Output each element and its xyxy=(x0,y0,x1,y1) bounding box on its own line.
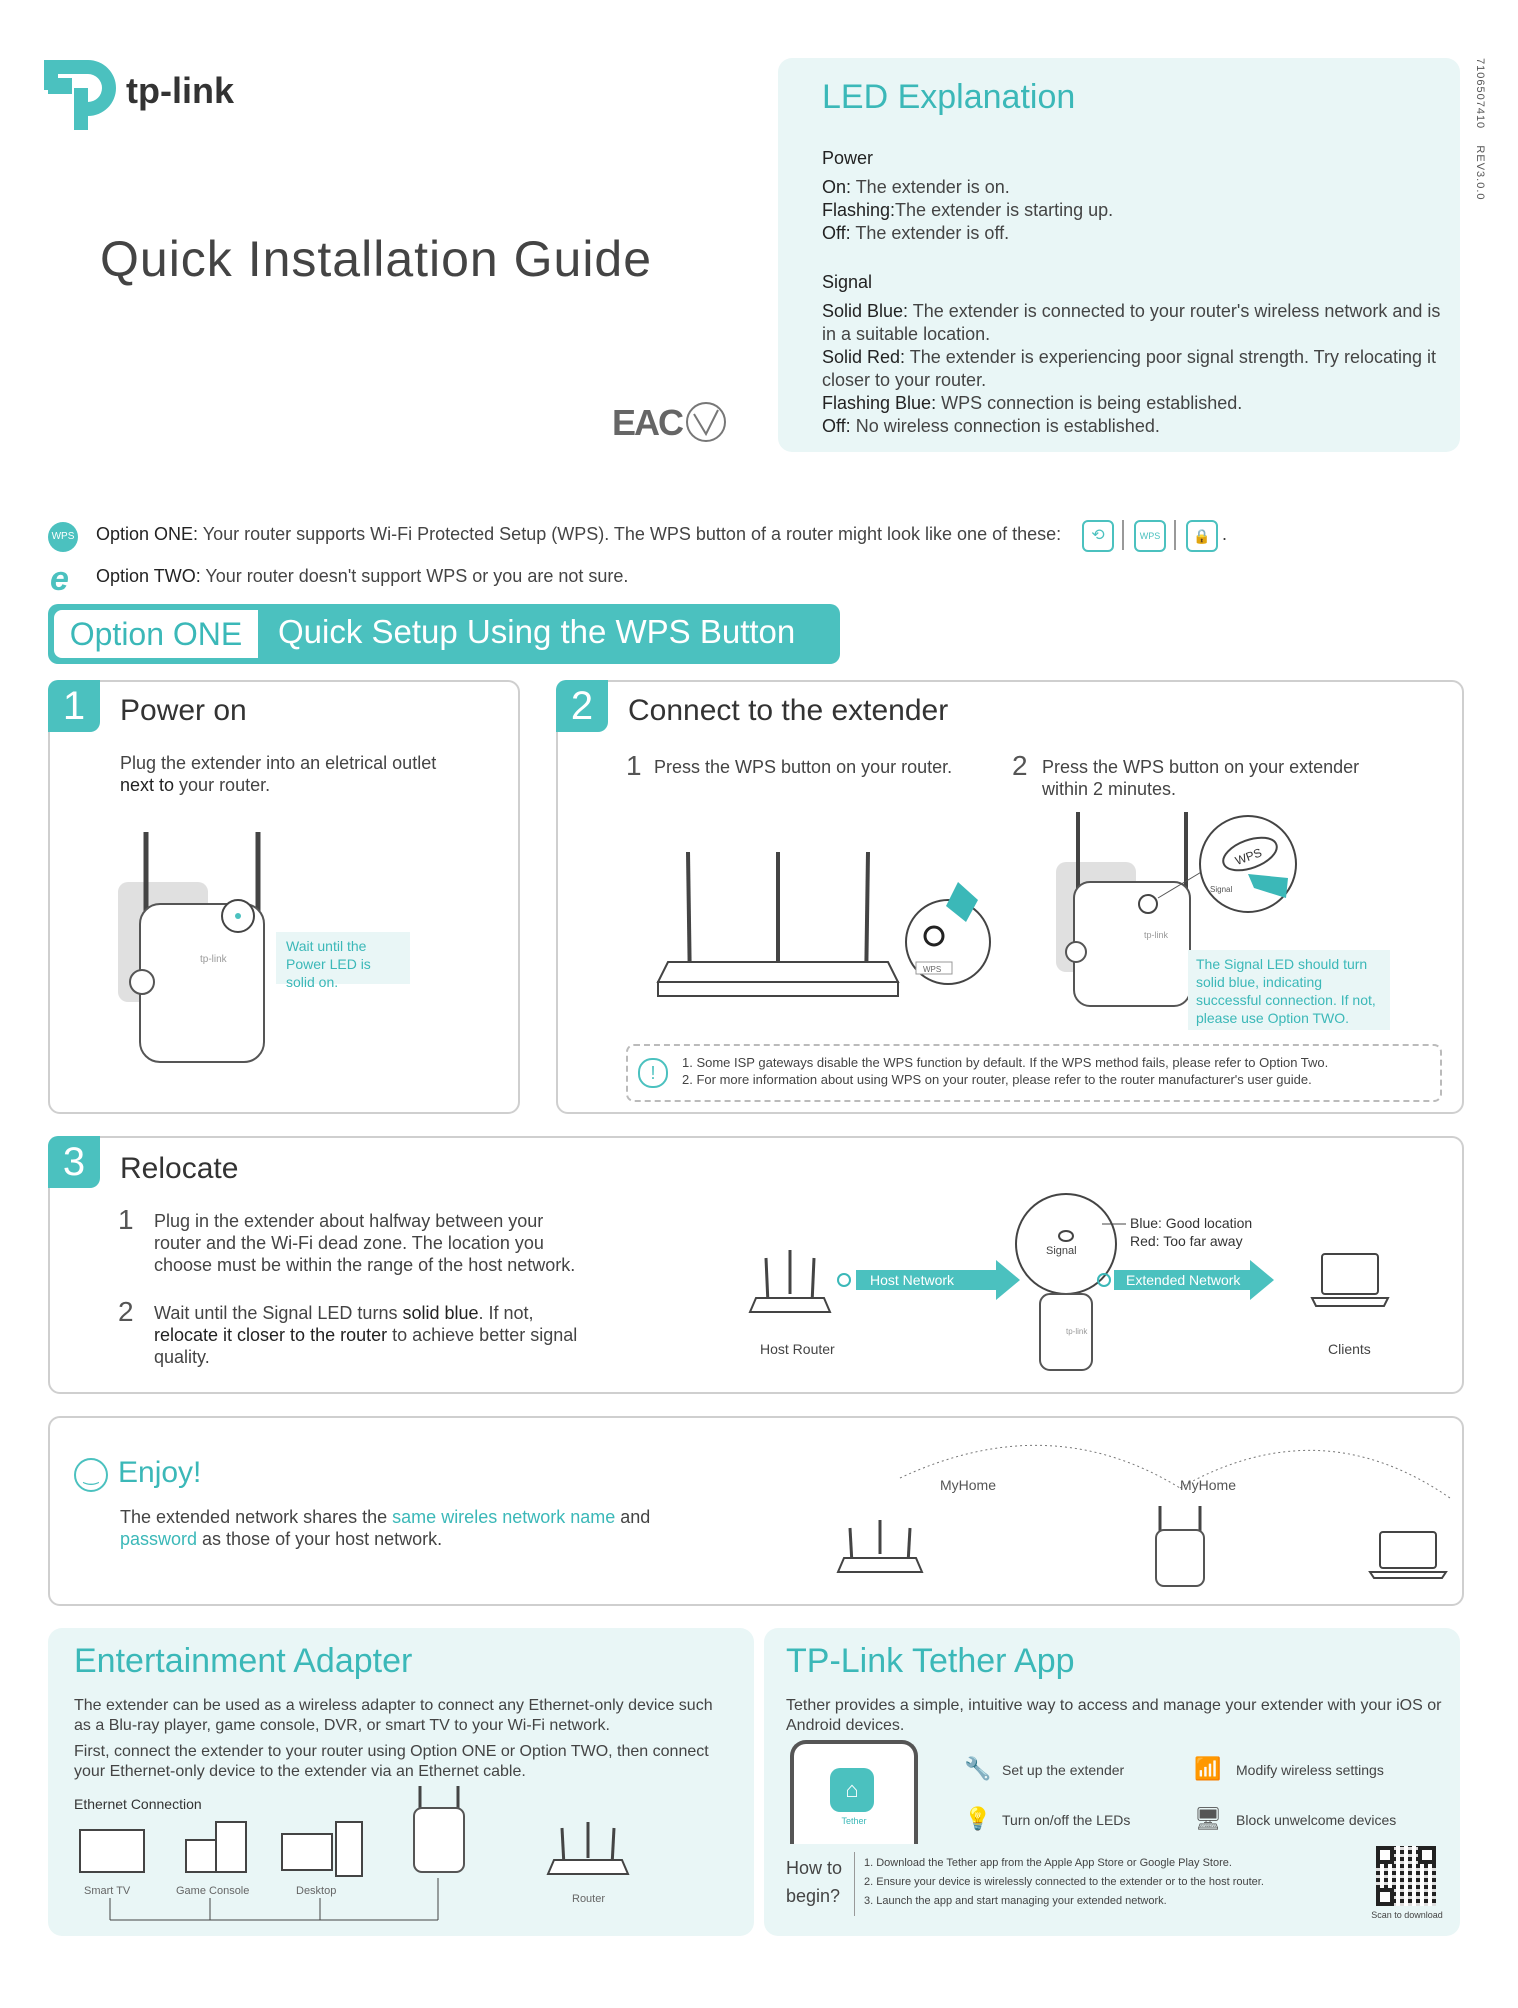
tether-title: TP-Link Tether App xyxy=(786,1642,1075,1680)
step3-card xyxy=(48,1136,1464,1394)
step2-sub2: 2 Press the WPS button on your extender within 2 minutes. xyxy=(1012,750,1360,799)
power-item: On: The extender is on. xyxy=(822,177,1010,197)
option-one-label: Option ONE: xyxy=(96,524,199,544)
wps-text-icon: WPS xyxy=(1134,520,1166,552)
warning-line: 2. For more information about using WPS on your router, please refer to the router manufacturer's user guide. xyxy=(682,1072,1312,1087)
step2-number: 2 xyxy=(556,680,608,732)
relocate-diagram xyxy=(750,1194,1440,1384)
feature-leds: 💡 Turn on/off the LEDs xyxy=(964,1806,1131,1831)
step2-card xyxy=(556,680,1464,1114)
enjoy-card xyxy=(48,1416,1464,1606)
warning-line: 1. Some ISP gateways disable the WPS function by default. If the WPS method fails, please refer to Option Two. xyxy=(682,1055,1329,1070)
doc-rev: REV3.0.0 xyxy=(1474,145,1486,201)
step3-title: Relocate xyxy=(120,1152,239,1185)
signal-label: Signal xyxy=(1046,1245,1077,1257)
signal-heading: Signal xyxy=(822,272,873,292)
host-network-label: Host Network xyxy=(870,1272,955,1288)
adapter-title: Entertainment Adapter xyxy=(74,1642,413,1680)
how-to-begin: How to begin? xyxy=(786,1858,843,1906)
feature-block: 🖥 Block unwelcome devices xyxy=(1194,1806,1397,1831)
option-two-label: Option TWO: xyxy=(96,566,201,586)
qr-code[interactable] xyxy=(1376,1846,1436,1906)
step1-title: Power on xyxy=(120,694,247,727)
power-item: Flashing:The extender is starting up. xyxy=(822,200,1114,220)
led-bulb-icon: 💡 xyxy=(964,1806,992,1831)
option-one-text: Your router supports Wi-Fi Protected Setup (WPS). The WPS button of a router might look like one of these: xyxy=(198,524,1062,544)
game-console-label: Game Console xyxy=(176,1885,250,1897)
tether-step: 1. Download the Tether app from the Apple App Store or Google Play Store. xyxy=(864,1857,1232,1869)
option-two-line xyxy=(48,560,948,598)
eac-mark: EAC xyxy=(612,402,683,443)
power-led-callout: Wait until the Power LED is solid on. xyxy=(276,932,410,984)
power-item: Off: The extender is off. xyxy=(822,223,1010,243)
ssid-label-2: MyHome xyxy=(1180,1477,1237,1493)
adapter-p1: The extender can be used as a wireless adapter to connect any Ethernet-only device such as a Blu-ray player, game console, DVR, or smart TV to your Wi-Fi network. xyxy=(74,1697,713,1734)
extender2-brand: tp-link xyxy=(1144,930,1169,940)
step1-text: Plug the extender into an eletrical outlet next to your router. xyxy=(120,753,437,795)
signal-item: Solid Blue: The extender is connected to your router's wireless network and is in a suitable location. xyxy=(822,301,1441,344)
doc-code xyxy=(1468,58,1488,201)
power-heading: Power xyxy=(822,148,874,168)
step1-card xyxy=(48,680,520,1114)
feature-setup: 🔧 Set up the extender xyxy=(964,1756,1125,1781)
option-one-line xyxy=(48,520,1468,550)
wps-badge: WPS xyxy=(48,522,78,552)
adapter-p2: First, connect the extender to your router using Option ONE or Option TWO, then connect your Ethernet-only device to the extender via an Ethernet cable. xyxy=(74,1743,709,1780)
step3-sub1: 1 Plug in the extender about halfway between your router and the Wi-Fi dead zone. The location you choose must be within the range of the host network. xyxy=(118,1204,576,1275)
step2-sub1: 1 Press the WPS button on your router. xyxy=(626,750,953,781)
entertainment-adapter-panel xyxy=(48,1628,754,1936)
led-title: LED Explanation xyxy=(822,78,1076,116)
tether-steps xyxy=(864,1854,1344,1911)
tether-step: 2. Ensure your device is wirelessly connected to the extender or to the host router. xyxy=(864,1876,1264,1888)
blue-location-label: Blue: Good location xyxy=(1130,1215,1253,1231)
scan-label: Scan to download xyxy=(1371,1910,1443,1920)
host-router-icon xyxy=(750,1250,830,1312)
relocate-extender-brand: tp-link xyxy=(1066,1327,1088,1336)
tp-link-logo xyxy=(48,56,248,126)
tether-app-icon[interactable]: ⌂ xyxy=(830,1768,874,1812)
feature-wireless: 📶 Modify wireless settings xyxy=(1194,1756,1384,1781)
warning-icon: ! xyxy=(638,1058,668,1088)
brand-name: tp-link xyxy=(126,70,234,111)
extended-network-label: Extended Network xyxy=(1126,1272,1241,1288)
extender-brand: tp-link xyxy=(200,954,227,965)
step3-sub2: 2 Wait until the Signal LED turns solid blue. If not, relocate it closer to the router to achieve better signal quality. xyxy=(118,1296,578,1367)
banner-tag: Option ONE xyxy=(54,610,258,658)
smile-icon: ‿ xyxy=(74,1458,108,1492)
adapter-diagram xyxy=(68,1778,748,1928)
wrench-icon: 🔧 xyxy=(964,1756,992,1781)
block-device-icon: 🖥 xyxy=(1194,1806,1222,1831)
page-title: Quick Installation Guide xyxy=(100,231,653,287)
signal-item: Solid Red: The extender is experiencing poor signal strength. Try relocating it closer to your router. xyxy=(822,347,1437,390)
ethernet-label: Ethernet Connection xyxy=(74,1796,202,1812)
wps-button-examples: ⟲ WPS 🔒 . xyxy=(1082,520,1242,552)
browser-e-icon: e xyxy=(50,560,69,598)
wifi-icon: 📶 xyxy=(1194,1756,1222,1781)
desktop-label: Desktop xyxy=(296,1885,337,1897)
red-location-label: Red: Too far away xyxy=(1130,1233,1243,1249)
tether-panel xyxy=(764,1628,1460,1936)
laptop-client-icon xyxy=(1312,1254,1388,1306)
cert-marks xyxy=(612,400,732,450)
zoom-wps-label: WPS xyxy=(1233,845,1264,868)
tether-step: 3. Launch the app and start managing your extended network. xyxy=(864,1895,1167,1907)
tether-intro: Tether provides a simple, intuitive way to access and manage your extender with your iOS or Android devices. xyxy=(786,1697,1442,1734)
phone-mockup xyxy=(790,1740,918,1844)
step2-title: Connect to the extender xyxy=(628,694,949,727)
clients-label: Clients xyxy=(1328,1341,1371,1357)
router-wps-label: WPS xyxy=(923,965,942,974)
step1-number: 1 xyxy=(48,680,100,732)
banner-title: Quick Setup Using the WPS Button xyxy=(278,613,796,650)
step3-number: 3 xyxy=(48,1136,100,1188)
smart-tv-label: Smart TV xyxy=(84,1885,131,1897)
router-wps-illustration xyxy=(648,852,988,1012)
enjoy-diagram xyxy=(840,1428,1450,1588)
option-two-text: Your router doesn't support WPS or you are not sure. xyxy=(200,566,629,586)
wps-lock-icon: 🔒 xyxy=(1186,520,1218,552)
signal-list xyxy=(822,300,1442,438)
signal-item: Flashing Blue: WPS connection is being established. xyxy=(822,393,1243,413)
tether-app-label: Tether xyxy=(841,1816,867,1826)
power-list xyxy=(822,176,1442,245)
host-router-label: Host Router xyxy=(760,1341,835,1357)
router-label: Router xyxy=(572,1893,606,1905)
doc-number: 7106507410 xyxy=(1474,58,1486,130)
wps-refresh-icon: ⟲ xyxy=(1082,520,1114,552)
option-one-banner xyxy=(48,604,840,664)
signal-item: Off: No wireless connection is established. xyxy=(822,416,1160,436)
led-explanation-panel xyxy=(778,58,1460,452)
certification-icon xyxy=(684,400,728,444)
wps-warning-box xyxy=(626,1044,1442,1102)
enjoy-text: The extended network shares the same wireles network name and password as those of your host network. xyxy=(120,1507,651,1549)
enjoy-title: Enjoy! xyxy=(118,1456,202,1489)
ssid-label-1: MyHome xyxy=(940,1477,997,1493)
zoom-signal-label: Signal xyxy=(1210,885,1233,894)
signal-led-callout: The Signal LED should turn solid blue, indicating successful connection. If not, please use Option TWO. xyxy=(1188,950,1390,1030)
